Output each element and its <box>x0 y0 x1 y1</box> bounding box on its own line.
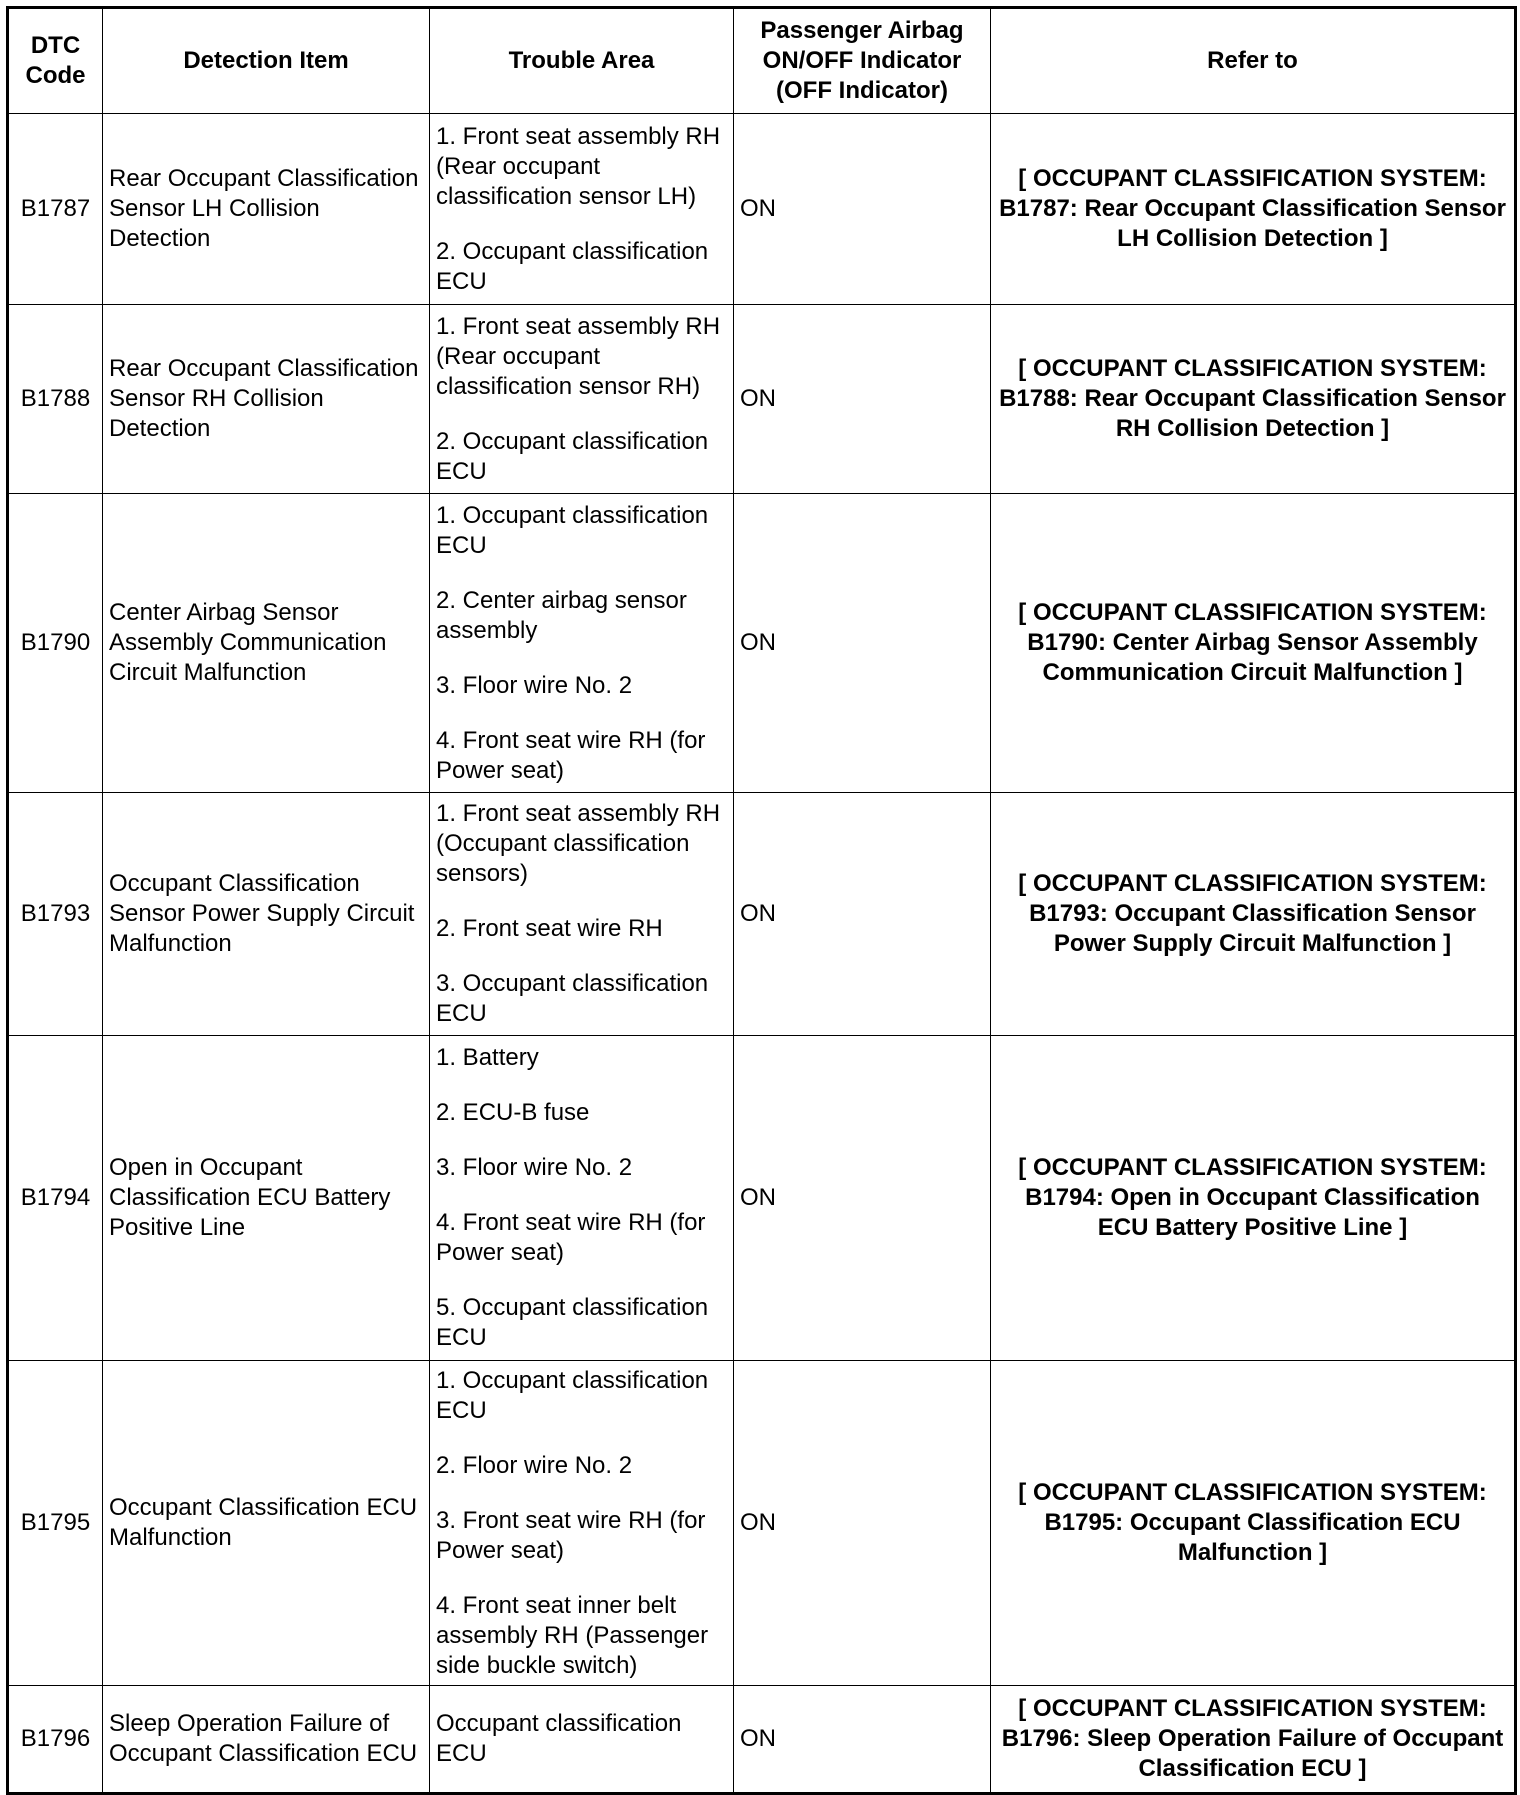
header-refer-to: Refer to <box>991 8 1516 114</box>
trouble-area-cell <box>430 494 734 793</box>
indicator-cell: ON <box>734 793 991 1036</box>
detection-item-cell: Center Airbag Sensor Assembly Communication Circuit Malfunction <box>103 494 430 793</box>
dtc-code-cell: B1795 <box>8 1361 103 1686</box>
table-body <box>8 114 1516 1794</box>
trouble-area-item: 2. Floor wire No. 2 <box>436 1451 633 1479</box>
indicator-cell: ON <box>734 1686 991 1794</box>
dtc-code-cell: B1790 <box>8 494 103 793</box>
dtc-code-cell: B1796 <box>8 1686 103 1794</box>
header-row <box>8 8 1516 114</box>
table-row <box>8 305 1516 494</box>
trouble-area-cell <box>430 1361 734 1686</box>
trouble-area-item: 3. Front seat wire RH (for Power seat) <box>436 1506 706 1564</box>
trouble-area-item: Occupant classification ECU <box>436 1710 682 1767</box>
trouble-area-cell <box>430 793 734 1036</box>
trouble-area-item: 3. Floor wire No. 2 <box>436 1154 633 1181</box>
header-detection-item: Detection Item <box>103 8 430 114</box>
refer-to-link[interactable]: [ OCCUPANT CLASSIFICATION SYSTEM: B1790: Center Airbag Sensor Assembly Communication Circuit Malfunction ] <box>991 494 1516 793</box>
dtc-table <box>6 6 1517 1795</box>
refer-to-link[interactable]: [ OCCUPANT CLASSIFICATION SYSTEM: B1793: Occupant Classification Sensor Power Supply Circuit Malfunction ] <box>991 793 1516 1036</box>
trouble-area-item: 2. Center airbag sensor assembly <box>436 586 687 644</box>
detection-item-cell: Sleep Operation Failure of Occupant Classification ECU <box>103 1686 430 1794</box>
dtc-code-cell: B1787 <box>8 114 103 305</box>
trouble-area-item: 1. Occupant classification ECU <box>436 1366 709 1424</box>
table-row <box>8 793 1516 1036</box>
trouble-area-cell <box>430 1036 734 1361</box>
trouble-area-item: 2. Occupant classification ECU <box>436 427 709 485</box>
refer-to-link[interactable]: [ OCCUPANT CLASSIFICATION SYSTEM: B1794: Open in Occupant Classification ECU Battery Positive Line ] <box>991 1036 1516 1361</box>
indicator-cell: ON <box>734 494 991 793</box>
indicator-cell: ON <box>734 1361 991 1686</box>
trouble-area-item: 2. Front seat wire RH <box>436 915 663 942</box>
refer-to-link[interactable]: [ OCCUPANT CLASSIFICATION SYSTEM: B1787: Rear Occupant Classification Sensor LH Collision Detection ] <box>991 114 1516 305</box>
header-trouble-area: Trouble Area <box>430 8 734 114</box>
header-dtc-code: DTC Code <box>8 8 103 114</box>
trouble-area-item: 1. Front seat assembly RH (Rear occupant classification sensor RH) <box>436 312 721 400</box>
trouble-area-cell <box>430 1686 734 1794</box>
trouble-area-cell <box>430 114 734 305</box>
table-row <box>8 494 1516 793</box>
table-header <box>8 8 1516 114</box>
dtc-code-cell: B1793 <box>8 793 103 1036</box>
header-airbag-indicator: Passenger Airbag ON/OFF Indicator (OFF Indicator) <box>734 8 991 114</box>
trouble-area-item: 4. Front seat wire RH (for Power seat) <box>436 1209 706 1266</box>
trouble-area-item: 4. Front seat inner belt assembly RH (Passenger side buckle switch) <box>436 1591 709 1679</box>
trouble-area-item: 3. Occupant classification ECU <box>436 970 709 1027</box>
detection-item-cell: Open in Occupant Classification ECU Battery Positive Line <box>103 1036 430 1361</box>
indicator-cell: ON <box>734 1036 991 1361</box>
detection-item-cell: Occupant Classification ECU Malfunction <box>103 1361 430 1686</box>
table-row <box>8 1686 1516 1794</box>
indicator-cell: ON <box>734 305 991 494</box>
detection-item-cell: Rear Occupant Classification Sensor RH Collision Detection <box>103 305 430 494</box>
trouble-area-item: 1. Front seat assembly RH (Occupant classification sensors) <box>436 800 721 887</box>
trouble-area-item: 2. Occupant classification ECU <box>436 237 709 295</box>
refer-to-link[interactable]: [ OCCUPANT CLASSIFICATION SYSTEM: B1788: Rear Occupant Classification Sensor RH Collision Detection ] <box>991 305 1516 494</box>
table-row <box>8 1361 1516 1686</box>
trouble-area-item: 2. ECU-B fuse <box>436 1099 590 1126</box>
dtc-code-cell: B1794 <box>8 1036 103 1361</box>
dtc-document <box>6 6 1514 1782</box>
dtc-code-cell: B1788 <box>8 305 103 494</box>
refer-to-link[interactable]: [ OCCUPANT CLASSIFICATION SYSTEM: B1795: Occupant Classification ECU Malfunction ] <box>991 1361 1516 1686</box>
trouble-area-item: 3. Floor wire No. 2 <box>436 671 633 699</box>
table-row <box>8 114 1516 305</box>
refer-to-link[interactable]: [ OCCUPANT CLASSIFICATION SYSTEM: B1796: Sleep Operation Failure of Occupant Classification ECU ] <box>991 1686 1516 1794</box>
detection-item-cell: Occupant Classification Sensor Power Supply Circuit Malfunction <box>103 793 430 1036</box>
trouble-area-cell <box>430 305 734 494</box>
trouble-area-item: 1. Battery <box>436 1044 539 1071</box>
detection-item-cell: Rear Occupant Classification Sensor LH Collision Detection <box>103 114 430 305</box>
trouble-area-item: 1. Front seat assembly RH (Rear occupant classification sensor LH) <box>436 122 721 210</box>
table-row <box>8 1036 1516 1361</box>
trouble-area-item: 5. Occupant classification ECU <box>436 1294 709 1351</box>
indicator-cell: ON <box>734 114 991 305</box>
trouble-area-item: 4. Front seat wire RH (for Power seat) <box>436 726 706 784</box>
trouble-area-item: 1. Occupant classification ECU <box>436 501 709 559</box>
